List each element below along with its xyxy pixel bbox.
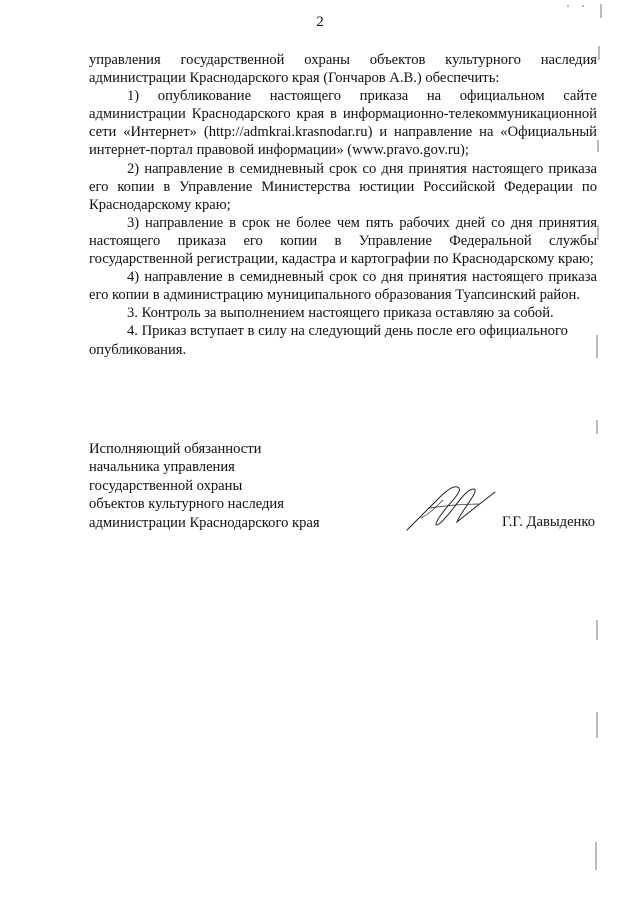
paragraph-item-3: 3) направление в срок не более чем пять рабочих дней со дня принятия настоящего приказа его копии в Управление Федеральной службы государственной регистрации, кадастра и картографии по Краснодарскому краю; bbox=[89, 214, 597, 268]
position-line: начальника управления bbox=[89, 459, 235, 476]
page-number: 2 bbox=[316, 14, 324, 30]
paragraph-effect: 4. Приказ вступает в силу на следующий день после его официального опубликования. bbox=[89, 323, 568, 358]
position-line: администрации Краснодарского края bbox=[89, 514, 320, 531]
document-body bbox=[89, 51, 597, 359]
paragraph-item-2: 2) направление в семидневный срок со дня принятия настоящего приказа его копии в Управление Министерства юстиции Российской Федерации по Краснодарскому краю; bbox=[89, 160, 597, 213]
paragraph-control: 3. Контроль за выполнением настоящего приказа оставляю за собой. bbox=[127, 305, 554, 322]
position-line: Исполняющий обязанности bbox=[89, 441, 262, 457]
signature-block bbox=[89, 440, 597, 532]
position-line: объектов культурного наследия bbox=[89, 496, 284, 513]
position-line: государственной охраны bbox=[89, 477, 243, 494]
paragraph-item-1: 1) опубликование настоящего приказа на официальном сайте администрации Краснодарского края в информационно-телекоммуникационной сети «Интернет» (http://admkrai.krasnodar.ru) и направление на «Официальный интернет-портал правовой информации» (www.pravo.gov.ru); bbox=[89, 88, 597, 159]
signatory-name: Г.Г. Давыденко bbox=[501, 514, 595, 530]
paragraph-item-4: 4) направление в семидневный срок со дня принятия настоящего приказа его копии в администрацию муниципального образования Туапсинский район. bbox=[89, 269, 597, 304]
handwritten-signature bbox=[399, 478, 499, 536]
paragraph-intro: управления государственной охраны объектов культурного наследия администрации Краснодарского края (Гончаров А.В.) обеспечить: bbox=[89, 52, 597, 87]
